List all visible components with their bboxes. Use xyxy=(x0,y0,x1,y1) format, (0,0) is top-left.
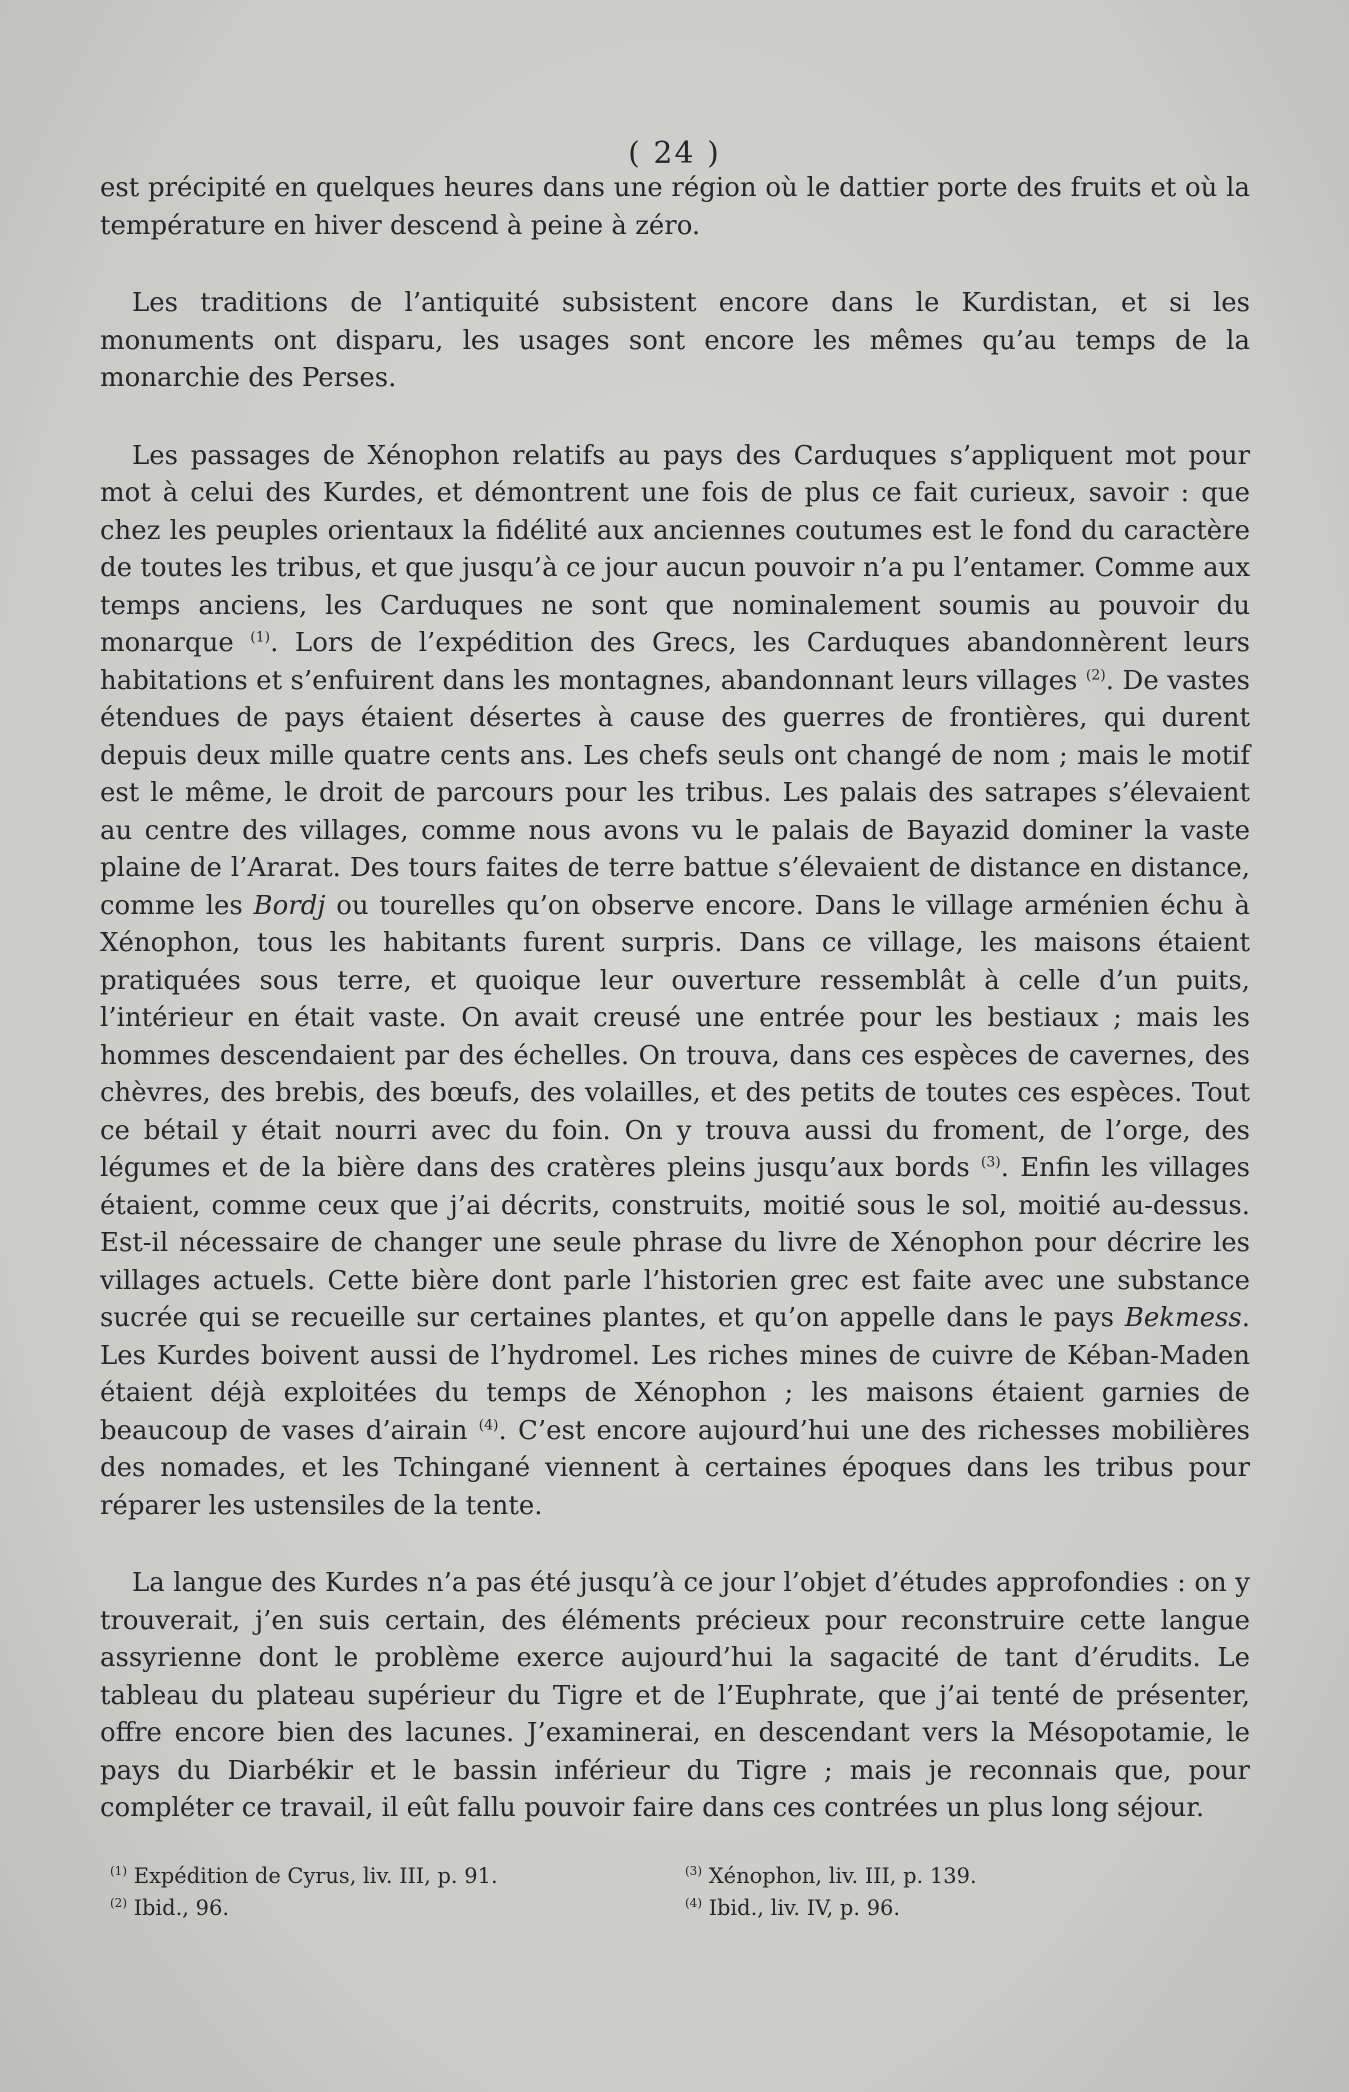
paragraph xyxy=(100,438,1250,1526)
italic-term: Bordj xyxy=(253,890,326,921)
footnote-mark: (4) xyxy=(685,1896,702,1910)
text-run: . Les Kurdes boivent aussi de l’hydromel. Les riches mines de cuivre de Kéban-Maden étaient déjà exploitées du temps de Xénophon ; les maisons étaient garnies de beaucoup de vases d’airain xyxy=(100,1303,1250,1446)
page-number: ( 24 ) xyxy=(628,136,721,171)
footnote xyxy=(110,1860,675,1892)
text-run: . C’est encore aujourd’hui une des richesses mobilières des nomades, et les Tchingané viennent à certaines époques dans les tribus pour réparer les ustensiles de la tente. xyxy=(100,1415,1250,1521)
footnote-mark: (1) xyxy=(110,1864,127,1878)
footnotes xyxy=(110,1860,1250,1924)
footnote-reference: (1) xyxy=(250,629,271,646)
footnote-text: Ibid., 96. xyxy=(133,1896,230,1920)
paragraph xyxy=(100,1565,1250,1828)
footnote-mark: (2) xyxy=(110,1896,127,1910)
text-run: . Enfin les villages étaient, comme ceux que j’ai décrits, construits, moitié sous le sol, moitié au-dessus. Est-il nécessaire de changer une seule phrase du livre de Xénophon pour décrire les villages actuels. Cette bière dont parle l’historien grec est faite avec une substance sucrée qui se recueille sur certaines plantes, et qu’on appelle dans le pays xyxy=(100,1153,1250,1333)
footnote-text: Xénophon, liv. III, p. 139. xyxy=(708,1864,977,1888)
body-text xyxy=(100,170,1250,1828)
footnotes-left-column xyxy=(110,1860,675,1924)
text-run: ou tourelles qu’on observe encore. Dans le village arménien échu à Xénophon, tous les habitants furent surpris. Dans ce village, les maisons étaient pratiquées sous terre, et quoique leur ouverture ressemblât à celle d’un puits, l’intérieur en était vaste. On avait creusé une entrée pour les bestiaux ; mais les hommes descendaient par des échelles. On trouva, dans ces espèces de cavernes, des chèvres, des brebis, des bœufs, des volailles, et des petits de toutes ces espèces. Tout ce bétail y était nourri avec du foin. On y trouva aussi du froment, de l’orge, des légumes et de la bière dans des cratères pleins jusqu’aux bords xyxy=(100,890,1251,1183)
footnote-text: Expédition de Cyrus, liv. III, p. 91. xyxy=(133,1864,498,1888)
footnote-reference: (3) xyxy=(980,1154,1001,1171)
paragraph xyxy=(100,170,1250,245)
footnote-reference: (4) xyxy=(478,1416,499,1433)
text-run: . De vastes étendues de pays étaient désertes à cause des guerres de frontières, qui durent depuis deux mille quatre cents ans. Les chefs seuls ont changé de nom ; mais le motif est le même, le droit de parcours pour les tribus. Les palais des satrapes s’élevaient au centre des villages, comme nous avons vu le palais de Bayazid dominer la vaste plaine de l’Ararat. Des tours faites de terre battue s’élevaient de distance en distance, comme les xyxy=(100,665,1250,921)
footnote xyxy=(685,1892,1250,1924)
footnote-text: Ibid., liv. IV, p. 96. xyxy=(708,1896,901,1920)
text-run: La langue des Kurdes n’a pas été jusqu’à ce jour l’objet d’études approfondies : on y trouverait, j’en suis certain, des éléments précieux pour reconstruire cette langue assyrienne dont le problème exerce aujourd’hui la sagacité de tant d’érudits. Le tableau du plateau supérieur du Tigre et de l’Euphrate, que j’ai tenté de présenter, offre encore bien des lacunes. J’examinerai, en descendant vers la Mésopotamie, le pays du Diarbékir et le bassin inférieur du Tigre ; mais je reconnais que, pour compléter ce travail, il eût fallu pouvoir faire dans ces contrées un plus long séjour. xyxy=(100,1568,1250,1823)
text-run: . Lors de l’expédition des Grecs, les Carduques abandonnèrent leurs habitations et s’enfuirent dans les montagnes, abandonnant leurs villages xyxy=(100,628,1250,696)
text-run: Les traditions de l’antiquité subsistent encore dans le Kurdistan, et si les monuments ont disparu, les usages sont encore les mêmes qu’au temps de la monarchie des Perses. xyxy=(100,288,1250,393)
footnote xyxy=(685,1860,1250,1892)
footnotes-right-column xyxy=(675,1860,1250,1924)
footnote-mark: (3) xyxy=(685,1864,702,1878)
italic-term: Bekmess xyxy=(1124,1303,1242,1333)
footnote xyxy=(110,1892,675,1924)
paragraph xyxy=(100,285,1250,398)
text-run: Les passages de Xénophon relatifs au pays des Carduques s’appliquent mot pour mot à celui des Kurdes, et démontrent une fois de plus ce fait curieux, savoir : que chez les peuples orientaux la fidélité aux anciennes coutumes est le fond du caractère de toutes les tribus, et que jusqu’à ce jour aucun pouvoir n’a pu l’entamer. Comme aux temps anciens, les Carduques ne sont que nominalement soumis au pouvoir du monarque xyxy=(100,440,1250,658)
text-run: est précipité en quelques heures dans une région où le dattier porte des fruits et où la température en hiver descend à peine à zéro. xyxy=(100,173,1250,241)
footnote-reference: (2) xyxy=(1085,666,1106,683)
